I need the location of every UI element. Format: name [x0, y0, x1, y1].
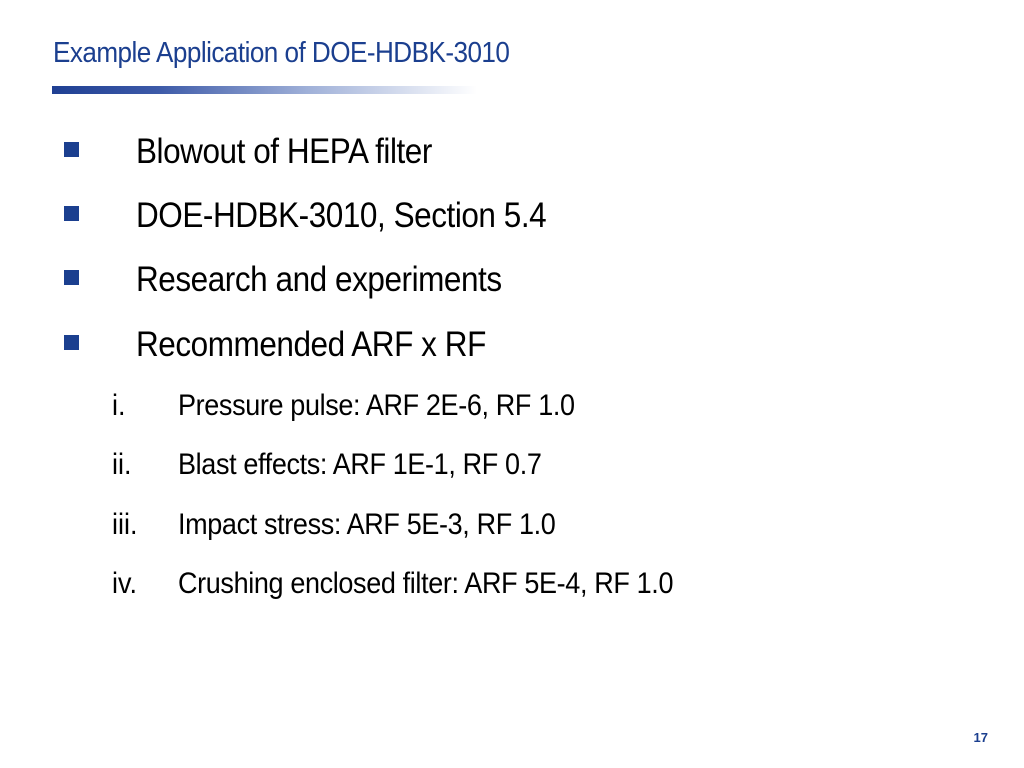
- slide-title: Example Application of DOE-HDBK-3010: [53, 37, 510, 69]
- sub-item-text: Blast effects: ARF 1E-1, RF 0.7: [178, 448, 542, 481]
- sub-list-item: [0, 388, 900, 424]
- sub-list-item: [0, 447, 900, 483]
- sub-item-text: Pressure pulse: ARF 2E-6, RF 1.0: [178, 389, 575, 422]
- page-number: 17: [973, 730, 988, 745]
- bullet-item: [0, 325, 900, 365]
- bullet-text: Recommended ARF x RF: [136, 325, 486, 364]
- sub-list-item: [0, 566, 900, 602]
- square-bullet-icon: [64, 142, 79, 157]
- sub-item-text: Crushing enclosed filter: ARF 5E-4, RF 1.0: [178, 567, 674, 600]
- square-bullet-icon: [64, 206, 79, 221]
- bullet-text: DOE-HDBK-3010, Section 5.4: [136, 196, 547, 235]
- sub-item-text: Impact stress: ARF 5E-3, RF 1.0: [178, 508, 556, 541]
- bullet-item: [0, 260, 900, 300]
- title-underline-bar: [52, 86, 477, 94]
- bullet-item: [0, 196, 900, 236]
- bullet-text: Blowout of HEPA filter: [136, 132, 432, 171]
- sub-item-number: iii.: [112, 508, 138, 541]
- sub-item-number: ii.: [112, 448, 132, 481]
- sub-list-item: [0, 507, 900, 543]
- square-bullet-icon: [64, 270, 79, 285]
- square-bullet-icon: [64, 335, 79, 350]
- sub-item-number: i.: [112, 389, 126, 422]
- sub-item-number: iv.: [112, 567, 138, 600]
- bullet-text: Research and experiments: [136, 260, 502, 299]
- bullet-item: [0, 132, 900, 172]
